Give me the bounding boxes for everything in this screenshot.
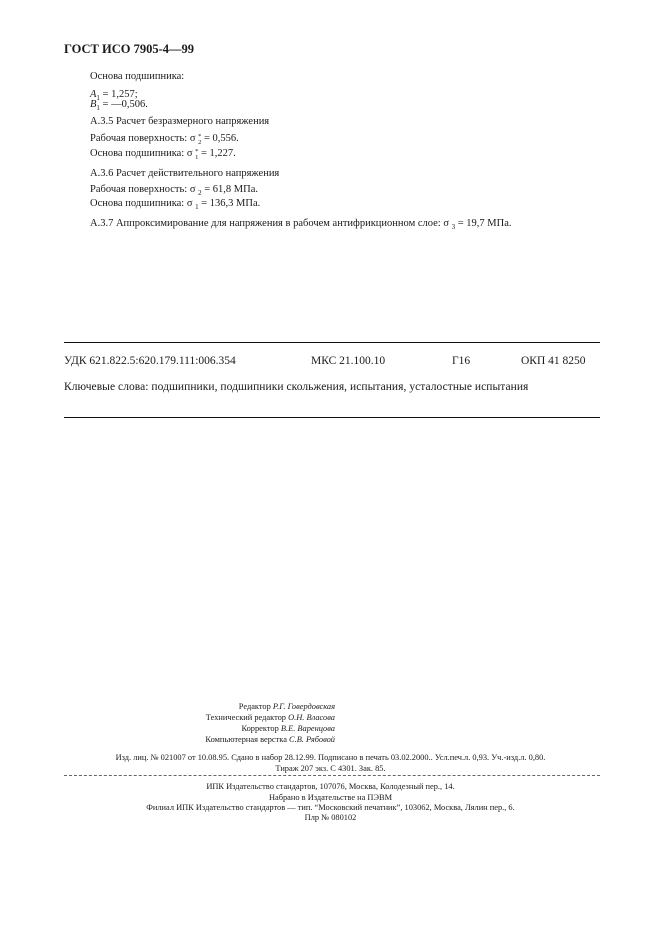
b1-value: = —0,506.: [99, 99, 148, 110]
section-a36-line1: [90, 184, 258, 195]
section-a35-line2: [90, 148, 236, 161]
section-a37: [90, 218, 512, 229]
circulation-line: Тираж 207 экз. С 4301. Зак. 85.: [275, 764, 386, 773]
base-label: Основа подшипника:: [90, 71, 185, 82]
b1-var: B: [90, 99, 97, 110]
proofreader-line: Корректор В.Е. Варенцова: [241, 724, 335, 733]
a35-line2-value: = 1,227.: [201, 148, 236, 159]
a35-line1-value: = 0,556.: [204, 133, 239, 144]
printer-line: Филиал ИПК Издательство стандартов — тип. “Московский печатник”, 103062, Москва, Лялин пер., 6.: [146, 803, 515, 812]
a36-line1-value: = 61,8 МПа.: [204, 184, 259, 195]
publication-line: Изд. лиц. № 021007 от 10.08.95. Сдано в набор 28.12.99. Подписано в печать 03.02.2000.. Усл.печ.л. 0,93. Уч.-изд.л. 0,80.: [115, 753, 546, 762]
document-code: ГОСТ ИСО 7905-4—99: [64, 42, 195, 56]
section-a35-line1: [90, 133, 239, 146]
a37-sub: 3: [451, 223, 456, 231]
mks-code: МКС 21.100.10: [311, 355, 386, 367]
a1-var: A: [90, 89, 97, 100]
tech-editor-line: Технический редактор О.Н. Власова: [205, 713, 335, 722]
editor-line: Редактор Р.Г. Говердовская: [238, 702, 335, 711]
publisher-line: ИПК Издательство стандартов, 107076, Москва, Колодезный пер., 14.: [206, 782, 455, 791]
tech-editor-name: О.Н. Власова: [288, 713, 335, 722]
a37-value: = 19,7 МПа.: [457, 218, 512, 229]
udk-code: УДК 621.822.5:620.179.111:006.354: [64, 355, 236, 367]
okp-code: ОКП 41 8250: [521, 355, 586, 367]
plr-line: Плр № 080102: [304, 813, 357, 822]
a37-text: А.3.7 Аппроксимирование для напряжения в рабочем антифрикционном слое: σ: [90, 218, 449, 229]
imprint-separator: [64, 775, 600, 776]
a35-line2-label: Основа подшипника: σ: [90, 148, 193, 159]
a35-line1-label: Рабочая поверхность: σ: [90, 133, 196, 144]
a35-line2-index: * 1: [195, 148, 199, 161]
section-a36-title: А.3.6 Расчет действительного напряжения: [90, 168, 280, 179]
rule-top: [64, 342, 600, 343]
a36-line2-label: Основа подшипника: σ: [90, 198, 193, 209]
layout-name: С.В. Рябовой: [289, 735, 335, 744]
a1-sub: 1: [96, 94, 100, 102]
proofreader-name: В.Е. Варенцова: [280, 724, 335, 733]
a36-line2-value: = 136,3 МПа.: [201, 198, 261, 209]
group-code: Г16: [452, 355, 471, 367]
a36-line1-sub: 2: [198, 189, 202, 197]
section-a36-line2: [90, 198, 260, 209]
a1-value: = 1,257;: [99, 89, 138, 100]
rule-bottom: [64, 417, 600, 418]
a36-line2-sub: 1: [195, 203, 199, 211]
editor-name: Р.Г. Говердовская: [272, 702, 335, 711]
a36-line1-label: Рабочая поверхность: σ: [90, 184, 196, 195]
a35-line1-index: * 2: [198, 133, 202, 146]
layout-line: Компьютерная верстка С.В. Рябовой: [205, 735, 335, 744]
section-a35-title: А.3.5 Расчет безразмерного напряжения: [90, 116, 270, 127]
typeset-line: Набрано в Издательстве на ПЭВМ: [268, 793, 393, 802]
b1-sub: 1: [96, 104, 100, 112]
keywords: Ключевые слова: подшипники, подшипники скольжения, испытания, усталостные испытания: [64, 381, 529, 393]
coefficient-b1: [90, 99, 148, 110]
